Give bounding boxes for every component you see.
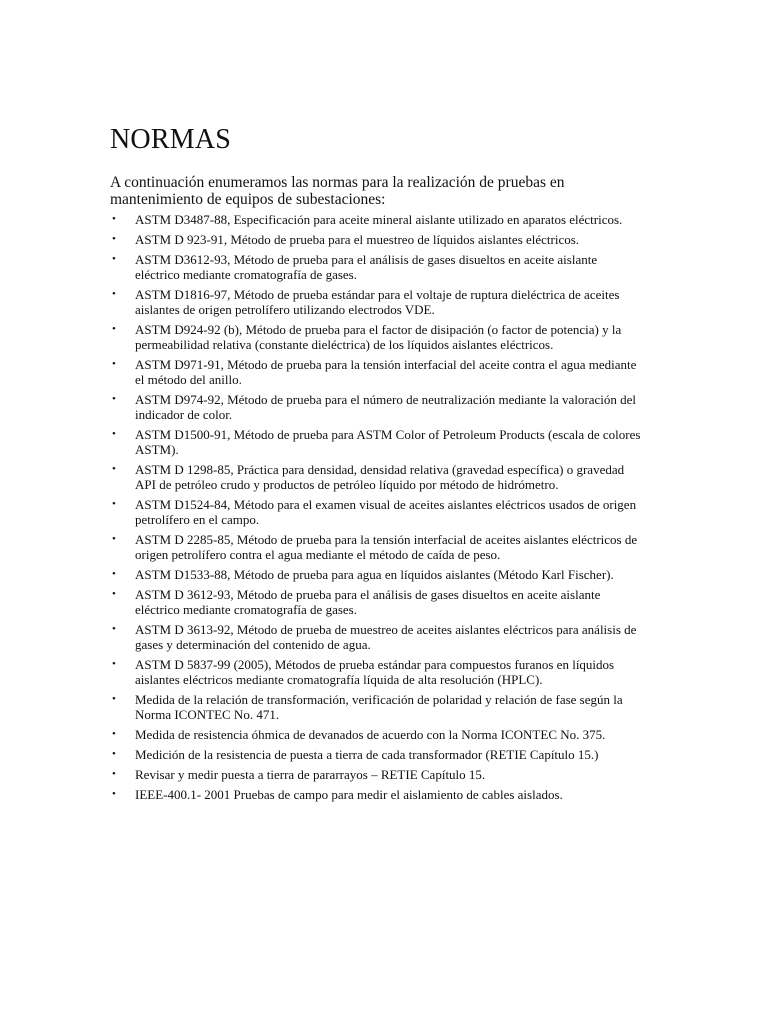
document-page (110, 124, 645, 807)
list-item (110, 657, 645, 687)
bullet-icon: • (112, 288, 116, 300)
bullet-icon: • (112, 623, 116, 635)
list-item-text: ASTM D 5837-99 (2005), Métodos de prueba estándar para compuestos furanos en líquidos aislantes eléctricos mediante cromatografía líquida de alta resolución (HPLC). (135, 657, 615, 687)
list-item (110, 692, 645, 722)
list-item-text: ASTM D 2285-85, Método de prueba para la tensión interfacial de aceites aislantes eléctricos de origen petrolífero contra el agua mediante el método de caída de peso. (135, 532, 638, 562)
intro-paragraph: A continuación enumeramos las normas para la realización de pruebas en mantenimiento de equipos de subestaciones: (110, 174, 565, 208)
list-item (110, 287, 645, 317)
bullet-icon: • (112, 358, 116, 370)
bullet-icon: • (112, 428, 116, 440)
list-item (110, 622, 645, 652)
list-item-text: ASTM D 3613-92, Método de prueba de muestreo de aceites aislantes eléctricos para análisis de gases y determinación del contenido de agua. (135, 622, 637, 652)
list-item (110, 322, 645, 352)
list-item-text: ASTM D1500-91, Método de prueba para ASTM Color of Petroleum Products (escala de colores ASTM). (135, 427, 641, 457)
bullet-icon: • (112, 788, 116, 800)
list-item-text: ASTM D3612-93, Método de prueba para el análisis de gases disueltos en aceite aislante eléctrico mediante cromatografía de gases. (135, 252, 598, 282)
list-item (110, 532, 645, 562)
bullet-icon: • (112, 533, 116, 545)
bullet-icon: • (112, 393, 116, 405)
list-item-text: ASTM D974-92, Método de prueba para el número de neutralización mediante la valoración del indicador de color. (135, 392, 637, 422)
page-title: NORMAS (110, 124, 232, 155)
list-item (110, 252, 645, 282)
list-item-text: ASTM D1524-84, Método para el examen visual de aceites aislantes eléctricos usados de origen petrolífero en el campo. (135, 497, 637, 527)
list-item-text: ASTM D1533-88, Método de prueba para agua en líquidos aislantes (Método Karl Fischer). (135, 567, 614, 582)
norms-list (110, 212, 645, 802)
list-item (110, 357, 645, 387)
list-item (110, 787, 645, 802)
list-item (110, 232, 645, 247)
list-item-text: ASTM D 923-91, Método de prueba para el muestreo de líquidos aislantes eléctricos. (135, 232, 580, 247)
bullet-icon: • (112, 768, 116, 780)
list-item (110, 462, 645, 492)
bullet-icon: • (112, 748, 116, 760)
list-item (110, 497, 645, 527)
bullet-icon: • (112, 693, 116, 705)
list-item-text: ASTM D971-91, Método de prueba para la tensión interfacial del aceite contra el agua mediante el método del anillo. (135, 357, 637, 387)
list-item-text: Revisar y medir puesta a tierra de pararrayos – RETIE Capítulo 15. (135, 767, 486, 782)
bullet-icon: • (112, 323, 116, 335)
list-item-text: Medida de resistencia óhmica de devanados de acuerdo con la Norma ICONTEC No. 375. (135, 727, 606, 742)
bullet-icon: • (112, 658, 116, 670)
list-item (110, 392, 645, 422)
list-item-text: Medición de la resistencia de puesta a tierra de cada transformador (RETIE Capítulo 15.) (135, 747, 599, 762)
list-item (110, 747, 645, 762)
bullet-icon: • (112, 233, 116, 245)
list-item (110, 727, 645, 742)
bullet-icon: • (112, 253, 116, 265)
list-item-text: ASTM D1816-97, Método de prueba estándar para el voltaje de ruptura dieléctrica de aceites aislantes de origen petrolífero utilizando electrodos VDE. (135, 287, 620, 317)
bullet-icon: • (112, 463, 116, 475)
list-item-text: ASTM D924-92 (b), Método de prueba para el factor de disipación (o factor de potencia) y la permeabilidad relativa (constante dieléctrica) de los líquidos aislantes eléctricos. (135, 322, 622, 352)
bullet-icon: • (112, 588, 116, 600)
list-item-text: IEEE-400.1- 2001 Pruebas de campo para medir el aislamiento de cables aislados. (135, 787, 563, 802)
list-item-text: Medida de la relación de transformación, verificación de polaridad y relación de fase según la Norma ICONTEC No. 471. (135, 692, 623, 722)
list-item-text: ASTM D 1298-85, Práctica para densidad, densidad relativa (gravedad específica) o gravedad API de petróleo crudo y productos de petróleo líquido por método de hidrómetro. (135, 462, 625, 492)
bullet-icon: • (112, 498, 116, 510)
list-item-text: ASTM D 3612-93, Método de prueba para el análisis de gases disueltos en aceite aislante eléctrico mediante cromatografía de gases. (135, 587, 601, 617)
bullet-icon: • (112, 728, 116, 740)
list-item-text: ASTM D3487-88, Especificación para aceite mineral aislante utilizado en aparatos eléctricos. (135, 212, 623, 227)
list-item (110, 767, 645, 782)
bullet-icon: • (112, 568, 116, 580)
list-item (110, 587, 645, 617)
bullet-icon: • (112, 213, 116, 225)
list-item (110, 567, 645, 582)
list-item (110, 212, 645, 227)
list-item (110, 427, 645, 457)
